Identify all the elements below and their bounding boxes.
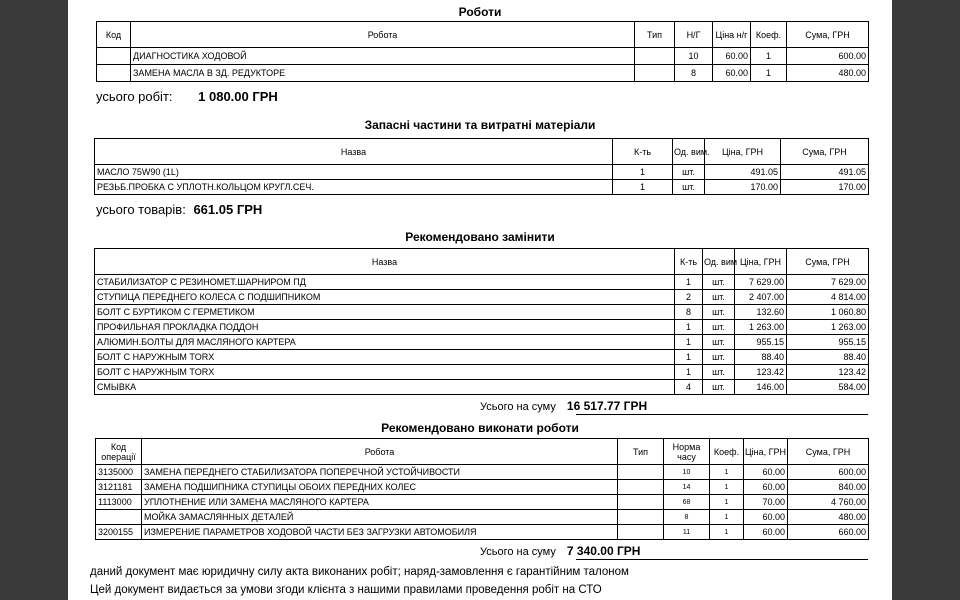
works-header-sum: Сума, ГРН <box>787 22 869 48</box>
table-row <box>95 180 869 195</box>
cell-price: 2 407.00 <box>735 290 787 305</box>
cell-qty: 8 <box>675 305 703 320</box>
cell-sum: 88.40 <box>787 350 869 365</box>
parts-header-sum: Сума, ГРН <box>781 139 869 165</box>
cell-coef: 1 <box>751 65 787 82</box>
cell-sum: 660.00 <box>788 525 869 540</box>
cell-type <box>618 465 664 480</box>
cell-name: ЗАМЕНА ПОДШИПНИКА СТУПИЦЫ ОБОИХ ПЕРЕДНИХ КОЛЕС <box>142 480 618 495</box>
cell-norm: 10 <box>664 465 710 480</box>
cell-price: 491.05 <box>705 165 781 180</box>
cell-name: МАСЛО 75W90 (1L) <box>95 165 613 180</box>
cell-coef: 1 <box>710 495 744 510</box>
cell-code: 3135000 <box>96 465 142 480</box>
table-row <box>96 495 869 510</box>
cell-sum: 600.00 <box>787 48 869 65</box>
cell-sum: 1 263.00 <box>787 320 869 335</box>
cell-code: 3121181 <box>96 480 142 495</box>
cell-coef: 1 <box>751 48 787 65</box>
rp-total-value: 16 517.77 ГРН <box>566 399 648 413</box>
parts-title: Запасні частини та витратні матеріали <box>364 118 596 132</box>
cell-sum: 123.42 <box>787 365 869 380</box>
table-row <box>95 165 869 180</box>
cell-price: 88.40 <box>735 350 787 365</box>
cell-name: ПРОФИЛЬНАЯ ПРОКЛАДКА ПОДДОН <box>95 320 675 335</box>
cell-code <box>96 510 142 525</box>
rp-total-underline <box>576 414 868 415</box>
cell-price: 60.00 <box>713 65 751 82</box>
cell-qty: 1 <box>613 180 673 195</box>
rp-total-label: Усього на суму <box>480 401 556 413</box>
cell-unit: шт. <box>703 320 735 335</box>
table-row <box>95 320 869 335</box>
cell-type <box>635 65 675 82</box>
rp-header-sum: Сума, ГРН <box>787 249 869 275</box>
rp-header-price: Ціна, ГРН <box>735 249 787 275</box>
recommended-parts-title: Рекомендовано замінити <box>405 230 555 244</box>
cell-unit: шт. <box>703 290 735 305</box>
parts-header-name: Назва <box>95 139 613 165</box>
cell-type <box>618 525 664 540</box>
cell-name: РЕЗЬБ.ПРОБКА С УПЛОТН.КОЛЬЦОМ КРУГЛ.СЕЧ. <box>95 180 613 195</box>
parts-table <box>94 138 869 195</box>
table-row <box>95 380 869 395</box>
cell-sum: 840.00 <box>788 480 869 495</box>
table-row <box>95 305 869 320</box>
rw-total-value: 7 340.00 ГРН <box>566 544 641 558</box>
works-total-label: усього робіт: <box>96 89 173 104</box>
recommended-works-title: Рекомендовано виконати роботи <box>381 421 579 435</box>
cell-norm: 14 <box>664 480 710 495</box>
cell-unit: шт. <box>703 380 735 395</box>
cell-price: 1 263.00 <box>735 320 787 335</box>
cell-name: ДИАГНОСТИКА ХОДОВОЙ <box>131 48 635 65</box>
cell-qty: 2 <box>675 290 703 305</box>
cell-sum: 600.00 <box>788 465 869 480</box>
rw-total-underline <box>576 559 868 560</box>
rp-header-unit: Од. вим <box>703 249 735 275</box>
cell-price: 70.00 <box>744 495 788 510</box>
rw-total-label: Усього на суму <box>480 546 556 558</box>
cell-norm: 11 <box>664 525 710 540</box>
cell-unit: шт. <box>673 165 705 180</box>
cell-price: 123.42 <box>735 365 787 380</box>
works-header-type: Тип <box>635 22 675 48</box>
cell-coef: 1 <box>710 525 744 540</box>
cell-unit: шт. <box>703 350 735 365</box>
cell-name: АЛЮМИН.БОЛТЫ ДЛЯ МАСЛЯНОГО КАРТЕРА <box>95 335 675 350</box>
cell-name: ЗАМЕНА МАСЛА В ЗД. РЕДУКТОРЕ <box>131 65 635 82</box>
table-row <box>95 365 869 380</box>
recommended-parts-table <box>94 248 869 395</box>
cell-price: 955.15 <box>735 335 787 350</box>
cell-unit: шт. <box>673 180 705 195</box>
rw-header-type: Тип <box>618 439 664 465</box>
parts-total-label: усього товарів: <box>96 202 186 217</box>
recommended-works-total <box>480 544 640 558</box>
cell-type <box>618 495 664 510</box>
cell-type <box>618 480 664 495</box>
cell-sum: 480.00 <box>787 65 869 82</box>
table-row <box>95 275 869 290</box>
cell-nh: 10 <box>675 48 713 65</box>
cell-price: 60.00 <box>744 510 788 525</box>
table-row <box>95 350 869 365</box>
cell-unit: шт. <box>703 335 735 350</box>
rp-header-name: Назва <box>95 249 675 275</box>
cell-price: 146.00 <box>735 380 787 395</box>
rw-header-coef: Коеф. <box>710 439 744 465</box>
cell-qty: 4 <box>675 380 703 395</box>
works-title: Роботи <box>458 5 502 19</box>
cell-sum: 491.05 <box>781 165 869 180</box>
rw-header-norm: Норма часу <box>664 439 710 465</box>
works-header-code: Код <box>97 22 131 48</box>
footer-legal-note: даний документ має юридичну силу акта виконаних робіт; наряд-замовлення є гарантійним талоном <box>90 566 629 578</box>
cell-coef: 1 <box>710 510 744 525</box>
works-total <box>96 89 278 104</box>
cell-qty: 1 <box>675 275 703 290</box>
cell-unit: шт. <box>703 365 735 380</box>
cell-sum: 480.00 <box>788 510 869 525</box>
cell-nh: 8 <box>675 65 713 82</box>
rw-header-code: Код операції <box>96 439 142 465</box>
cell-name: БОЛТ С НАРУЖНЫМ TORX <box>95 365 675 380</box>
cell-norm: 8 <box>664 510 710 525</box>
cell-qty: 1 <box>675 350 703 365</box>
cell-price: 132.60 <box>735 305 787 320</box>
cell-norm: 68 <box>664 495 710 510</box>
works-header-name: Робота <box>131 22 635 48</box>
parts-total <box>96 202 262 217</box>
cell-sum: 170.00 <box>781 180 869 195</box>
cell-sum: 4 760.00 <box>788 495 869 510</box>
cell-coef: 1 <box>710 465 744 480</box>
cell-sum: 7 629.00 <box>787 275 869 290</box>
cell-type <box>618 510 664 525</box>
document-page <box>68 0 892 600</box>
cell-name: СТУПИЦА ПЕРЕДНЕГО КОЛЕСА С ПОДШИПНИКОМ <box>95 290 675 305</box>
table-row <box>96 480 869 495</box>
works-table <box>96 21 869 82</box>
cell-name: ИЗМЕРЕНИЕ ПАРАМЕТРОВ ХОДОВОЙ ЧАСТИ БЕЗ ЗАГРУЗКИ АВТОМОБИЛЯ <box>142 525 618 540</box>
cell-name: БОЛТ С НАРУЖНЫМ TORX <box>95 350 675 365</box>
works-total-value: 1 080.00 ГРН <box>198 89 278 104</box>
rw-header-price: Ціна, ГРН <box>744 439 788 465</box>
cell-price: 170.00 <box>705 180 781 195</box>
recommended-parts-total <box>480 399 647 413</box>
cell-price: 60.00 <box>713 48 751 65</box>
recommended-works-table <box>95 438 869 540</box>
cell-code <box>97 48 131 65</box>
footer-terms-note: Цей документ видається за умови згоди клієнта з нашими правилами проведення робіт на СТО <box>90 584 602 596</box>
rw-header-sum: Сума, ГРН <box>788 439 869 465</box>
table-row <box>96 510 869 525</box>
works-header-nh: Н/Г <box>675 22 713 48</box>
cell-coef: 1 <box>710 480 744 495</box>
cell-sum: 955.15 <box>787 335 869 350</box>
cell-name: СМЫВКА <box>95 380 675 395</box>
cell-name: ЗАМЕНА ПЕРЕДНЕГО СТАБИЛИЗАТОРА ПОПЕРЕЧНОЙ УСТОЙЧИВОСТИ <box>142 465 618 480</box>
cell-qty: 1 <box>675 320 703 335</box>
cell-qty: 1 <box>675 365 703 380</box>
rw-header-name: Робота <box>142 439 618 465</box>
cell-name: СТАБИЛИЗАТОР С РЕЗИНОМЕТ.ШАРНИРОМ ПД <box>95 275 675 290</box>
cell-code: 1113000 <box>96 495 142 510</box>
works-header-coef: Коеф. <box>751 22 787 48</box>
table-row <box>95 335 869 350</box>
cell-unit: шт. <box>703 275 735 290</box>
parts-total-value: 661.05 ГРН <box>193 202 263 217</box>
parts-header-unit: Од. вим. <box>673 139 705 165</box>
cell-code: 3200155 <box>96 525 142 540</box>
cell-name: БОЛТ С БУРТИКОМ С ГЕРМЕТИКОМ <box>95 305 675 320</box>
cell-qty: 1 <box>675 335 703 350</box>
cell-type <box>635 48 675 65</box>
cell-name: УПЛОТНЕНИЕ ИЛИ ЗАМЕНА МАСЛЯНОГО КАРТЕРА <box>142 495 618 510</box>
cell-qty: 1 <box>613 165 673 180</box>
cell-price: 60.00 <box>744 465 788 480</box>
rp-header-qty: К-ть <box>675 249 703 275</box>
table-row <box>95 290 869 305</box>
cell-unit: шт. <box>703 305 735 320</box>
cell-sum: 4 814.00 <box>787 290 869 305</box>
cell-sum: 584.00 <box>787 380 869 395</box>
parts-header-price: Ціна, ГРН <box>705 139 781 165</box>
table-row <box>97 65 869 82</box>
cell-name: МОЙКА ЗАМАСЛЯННЫХ ДЕТАЛЕЙ <box>142 510 618 525</box>
cell-price: 60.00 <box>744 480 788 495</box>
cell-sum: 1 060.80 <box>787 305 869 320</box>
table-row <box>97 48 869 65</box>
cell-code <box>97 65 131 82</box>
cell-price: 60.00 <box>744 525 788 540</box>
parts-header-qty: К-ть <box>613 139 673 165</box>
cell-price: 7 629.00 <box>735 275 787 290</box>
works-header-price: Ціна н/г <box>713 22 751 48</box>
table-row <box>96 465 869 480</box>
table-row <box>96 525 869 540</box>
